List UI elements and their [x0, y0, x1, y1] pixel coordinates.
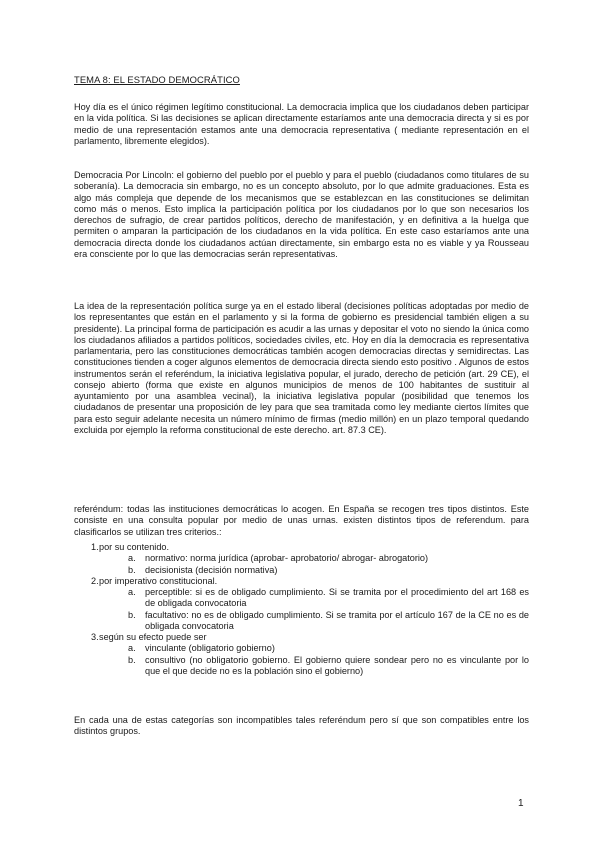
page-number: 1	[518, 798, 524, 809]
document-title: TEMA 8: EL ESTADO DEMOCRÁTICO	[74, 74, 240, 85]
paragraph-lincoln: Democracia Por Lincoln: el gobierno del pueblo por el pueblo y para el pueblo (ciudadanos como titulares de su soberanía). La democracia sin embargo, no es un concepto absoluto, por lo que admite graduaciones. Esta es algo más compleja que depende de los mecanismos que se establezcan en las constituciones se delimitan como más o menos. Esto implica la participación política por los ciudadanos por lo que son necesarios los derechos de sufragio, de crear partidos políticos, derecho de manifestación, y en definitiva a la huelga que permiten o amparan la participación de los ciudadanos en la vida política. En este caso estaríamos ante una democracia directa donde los ciudadanos actúan directamente, sin embargo esta no es viable y ya Rousseau era consciente por lo que las democracias serán representativas.	[74, 170, 529, 259]
paragraph-intro: Hoy día es el único régimen legítimo constitucional. La democracia implica que los ciudadanos deben participar en la vida política. Si las decisiones se aplican directamente estaríamos ante una democracia directa y si es por medio de una representación estamos ante una democracia representativa ( mediante representación en el parlamento, libremente elegidos).	[74, 102, 529, 146]
list-letter: b.	[128, 564, 136, 575]
list-label: por su contenido.	[99, 542, 170, 552]
paragraph-representation: La idea de la representación política surge ya en el estado liberal (decisiones políticas adoptadas por medio de los representantes que están en el parlamento y si la forma de gobierno es presidencial también eligen a su presidente). La principal forma de participación es acudir a las urnas y depositar el voto no siendo la única como los ciudadanos afiliados a partidos políticos, sociedades civiles, etc. Hoy en día la democracia es representativa parlamentaria, pero las constituciones democráticas también acogen democracias directas y semidirectas. Las constituciones tienden a coger algunos elementos de democracia directa siendo esto positivo . Algunos de estos instrumentos serán el referéndum, la iniciativa legislativa popular, el jurado, derecho de petición (art. 29 CE), el consejo abierto (forma que existe en algunos municipios de menos de 100 habitantes de sustituir al ayuntamiento por una asamblea vecinal), la iniciativa legislativa popular (posibilidad que tenemos los ciudadanos de presentar una proposición de ley para que sea tramitada como ley mediante ciertos límites que para esto seguir adelante necesita un número mínimo de firmas (medio millón) en un plazo temporal quedando excluida por ejemplo la reforma constitucional de este derecho. art. 87.3 CE).	[74, 301, 529, 435]
list-subitem	[74, 643, 529, 654]
list-subitem-text: vinculante (obligatorio gobierno)	[145, 643, 275, 654]
list-subitem	[74, 610, 529, 633]
list-subitem-text: normativo: norma jurídica (aprobar- aprobatorio/ abrogar- abrogatorio)	[145, 553, 429, 564]
list-subitem	[74, 655, 529, 678]
criteria-list	[74, 542, 529, 677]
paragraph-conclusion: En cada una de estas categorías son incompatibles tales referéndum pero sí que son compatibles entre los distintos grupos.	[74, 715, 529, 737]
list-letter: a.	[128, 587, 136, 597]
list-number: 2.	[91, 575, 99, 586]
list-label: según su efecto puede ser	[99, 632, 207, 642]
list-item	[74, 632, 529, 643]
list-subitem	[74, 565, 529, 576]
list-label: por imperativo constitucional.	[99, 575, 218, 586]
list-item	[74, 576, 529, 587]
list-number: 3.	[91, 632, 99, 642]
list-letter: a.	[128, 553, 136, 564]
list-subitem	[74, 587, 529, 610]
list-number: 1.	[91, 542, 99, 552]
list-item	[74, 542, 529, 553]
list-letter: b.	[128, 654, 136, 665]
list-subitem	[74, 553, 529, 564]
list-subitem-text: facultativo: no es de obligado cumplimiento. Si se tramita por el artículo 167 de la CE no es de obligada convocatoria	[145, 609, 529, 631]
list-letter: b.	[128, 609, 136, 620]
list-subitem-text: consultivo (no obligatorio gobierno. El gobierno quiere sondear pero no es vinculante por lo que el que decide no es la población sino el gobierno)	[145, 654, 529, 676]
list-letter: a.	[128, 643, 136, 654]
list-subitem-text: perceptible: si es de obligado cumplimiento. Si se tramita por el procedimiento del art 168 es de obligada convocatoria	[145, 587, 529, 609]
paragraph-referendum: referéndum: todas las instituciones democráticas lo acogen. En España se recogen tres tipos distintos. Este consiste en una consulta popular por medio de unas urnas. existen distintos tipos de referendum. para clasificarlos se utilizan tres criterios.:	[74, 504, 529, 537]
list-subitem-text: decisionista (decisión normativa)	[145, 564, 278, 575]
